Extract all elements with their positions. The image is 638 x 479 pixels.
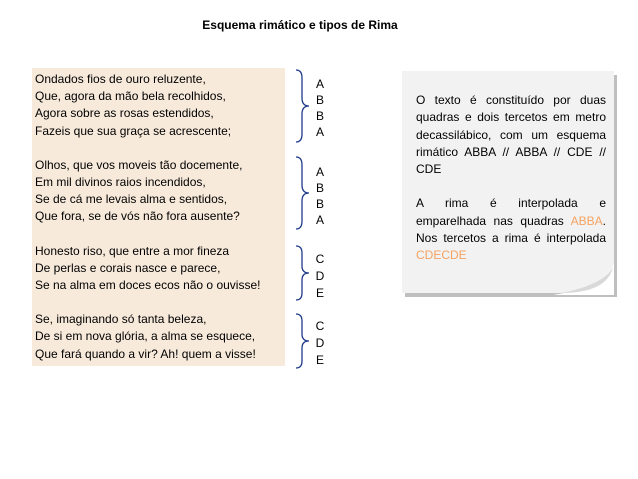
- poem-line: Olhos, que vos moveis tão docemente,: [35, 157, 243, 172]
- brace-icon: [292, 244, 312, 302]
- rhyme-letter: B: [315, 181, 324, 195]
- rhyme-letter: C: [315, 252, 325, 266]
- rhyme-scheme-stanza-4: [313, 318, 327, 369]
- rhyme-letter: D: [315, 336, 325, 350]
- note-paragraph-structure: O texto é constituído por duas quadras e dois tercetos em metro decassilábico, com um esquema rimático ABBA // ABBA // CDE // CDE: [416, 93, 606, 177]
- rhyme-letter: D: [315, 269, 325, 283]
- poem-line: De perlas e corais nasce e parece,: [35, 260, 221, 275]
- rhyme-letter: A: [315, 213, 324, 227]
- poem-line: Agora sobre as rosas estendidos,: [35, 106, 214, 121]
- poem-line: Que fora, se de vós não fora ausente?: [35, 209, 240, 224]
- rhyme-letter: E: [315, 286, 324, 300]
- rhyme-scheme-stanza-1: [313, 76, 327, 140]
- rhyme-letter: B: [315, 197, 324, 211]
- note-paragraph-rhyme-types: [416, 195, 606, 264]
- poem-line: Se de cá me levais alma e sentidos,: [35, 192, 228, 207]
- poem-line: Em mil divinos raios incendidos,: [35, 175, 206, 190]
- poem-line: Se na alma em doces ecos não o ouvisse!: [35, 278, 261, 293]
- rhyme-letter: B: [315, 93, 324, 107]
- poem-line: Ondados fios de ouro reluzente,: [35, 72, 206, 86]
- rhyme-letter: B: [315, 109, 324, 123]
- poem-line: Honesto riso, que entre a mor fineza: [35, 243, 230, 258]
- poem-line: Fazeis que sua graça se acrescente;: [35, 123, 232, 138]
- poem-line: Se, imaginando só tanta beleza,: [35, 312, 207, 327]
- rhyme-letter: C: [315, 319, 325, 333]
- rhyme-scheme-stanza-2: [313, 164, 327, 228]
- poem-line: Que, agora da mão bela recolhidos,: [35, 89, 226, 104]
- poem-line: De si em nova glória, a alma se esquece,: [35, 329, 256, 344]
- note-card: [402, 71, 614, 293]
- highlight-cdecde: CDECDE: [416, 248, 467, 263]
- highlight-abba: ABBA: [570, 213, 603, 228]
- rhyme-letter: A: [315, 125, 324, 139]
- note-text: A rima é interpolada e emparelhada nas quadras: [416, 196, 606, 228]
- rhyme-letter: A: [315, 77, 324, 91]
- rhyme-letter: A: [315, 165, 324, 179]
- rhyme-scheme-stanza-3: [313, 251, 327, 302]
- poem-line: Que fará quando a vir? Ah! quem a visse!: [35, 346, 256, 361]
- rhyme-letter: E: [315, 353, 324, 367]
- page-title: Esquema rimático e tipos de Rima: [202, 18, 398, 32]
- brace-icon: [292, 155, 312, 231]
- brace-icon: [292, 312, 312, 370]
- page-curl-icon: [553, 263, 617, 299]
- poem-text-box: [32, 68, 285, 366]
- note-text: . Nos tercetos a rima é interpolada: [416, 213, 606, 246]
- brace-icon: [292, 68, 312, 144]
